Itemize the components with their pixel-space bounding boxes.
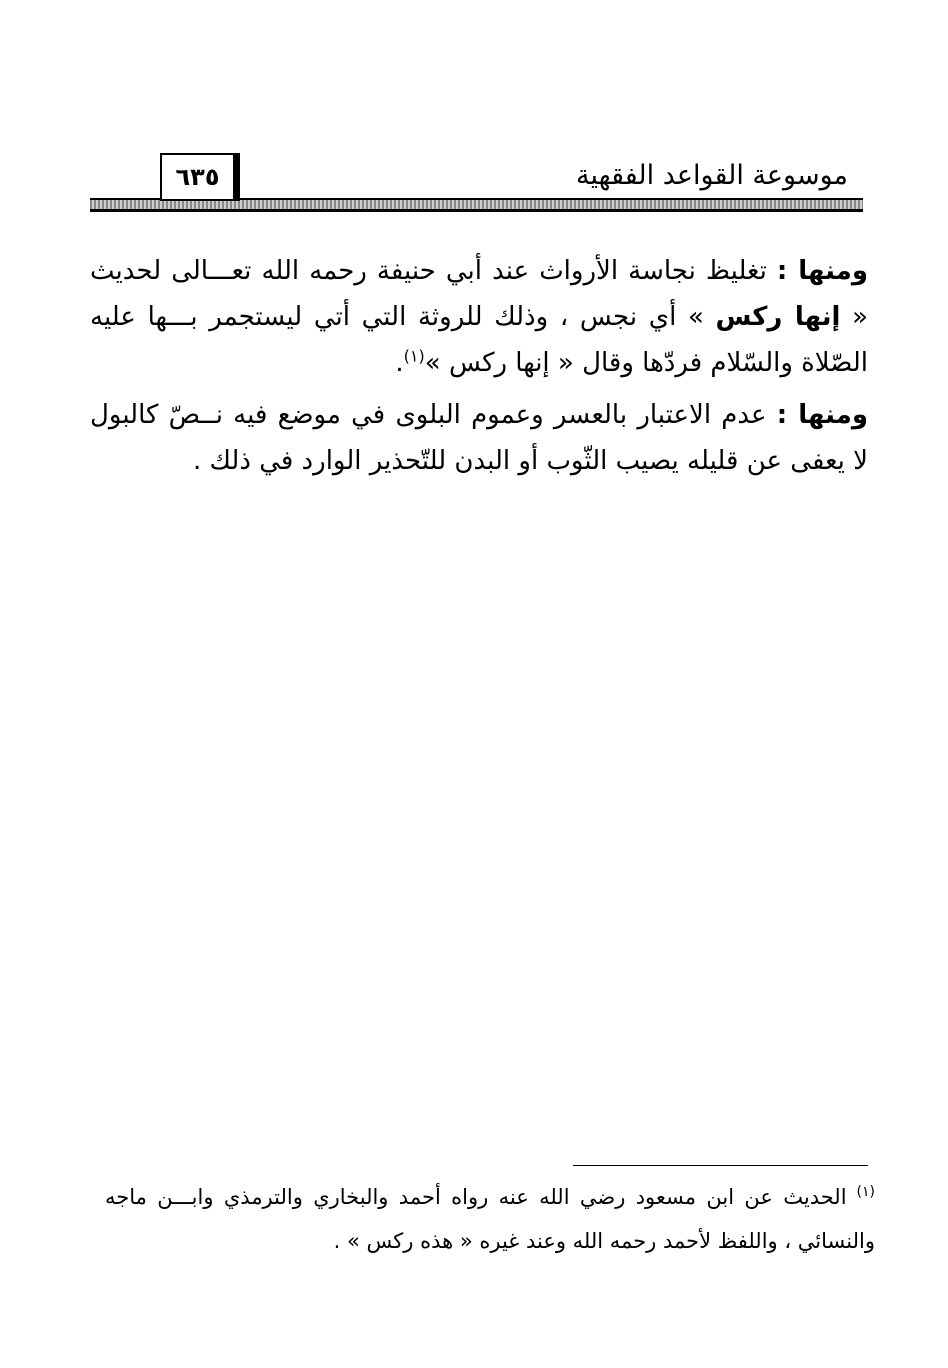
running-header-title: موسوعة القواعد الفقهية xyxy=(576,160,848,191)
main-text xyxy=(90,248,868,484)
paragraph-lead: ومنها : xyxy=(776,256,868,286)
footnote-1 xyxy=(105,1175,875,1263)
footnote-marker: (١) xyxy=(856,1184,875,1200)
paragraph-2 xyxy=(90,392,868,484)
footnotes xyxy=(105,1175,875,1263)
paragraph-1 xyxy=(90,248,868,386)
page-number: ٦٣٥ xyxy=(160,153,240,201)
paragraph-text: تغليظ نجاسة الأرواث عند أبي حنيفة رحمه الله تعـــالى لحديث « xyxy=(90,256,869,332)
sentence-end: . xyxy=(395,348,404,378)
paragraph-lead: ومنها : xyxy=(776,400,868,430)
footnote-divider xyxy=(573,1165,868,1166)
paragraph-text: عدم الاعتبار بالعسر وعموم البلوى في موضع فيه نــصّ كالبول لا يعفى عن قليله يصيب الثّوب أو البدن للتّحذير الوارد في ذلك . xyxy=(90,400,868,476)
footnote-text: الحديث عن ابن مسعود رضي الله عنه رواه أحمد والبخاري والترمذي وابـــن ماجه والنسائي ، واللفظ لأحمد رحمه الله وعند غيره « هذه ركس » . xyxy=(105,1185,875,1253)
hadith-quote: إنها ركس xyxy=(715,302,841,332)
paragraph-text: » أي نجس ، وذلك للروثة التي أتي ليستجمر بـــها عليه الصّلاة والسّلام فردّها وقال « إنها ركس » xyxy=(90,302,868,378)
footnote-reference[interactable]: (١) xyxy=(403,346,425,366)
